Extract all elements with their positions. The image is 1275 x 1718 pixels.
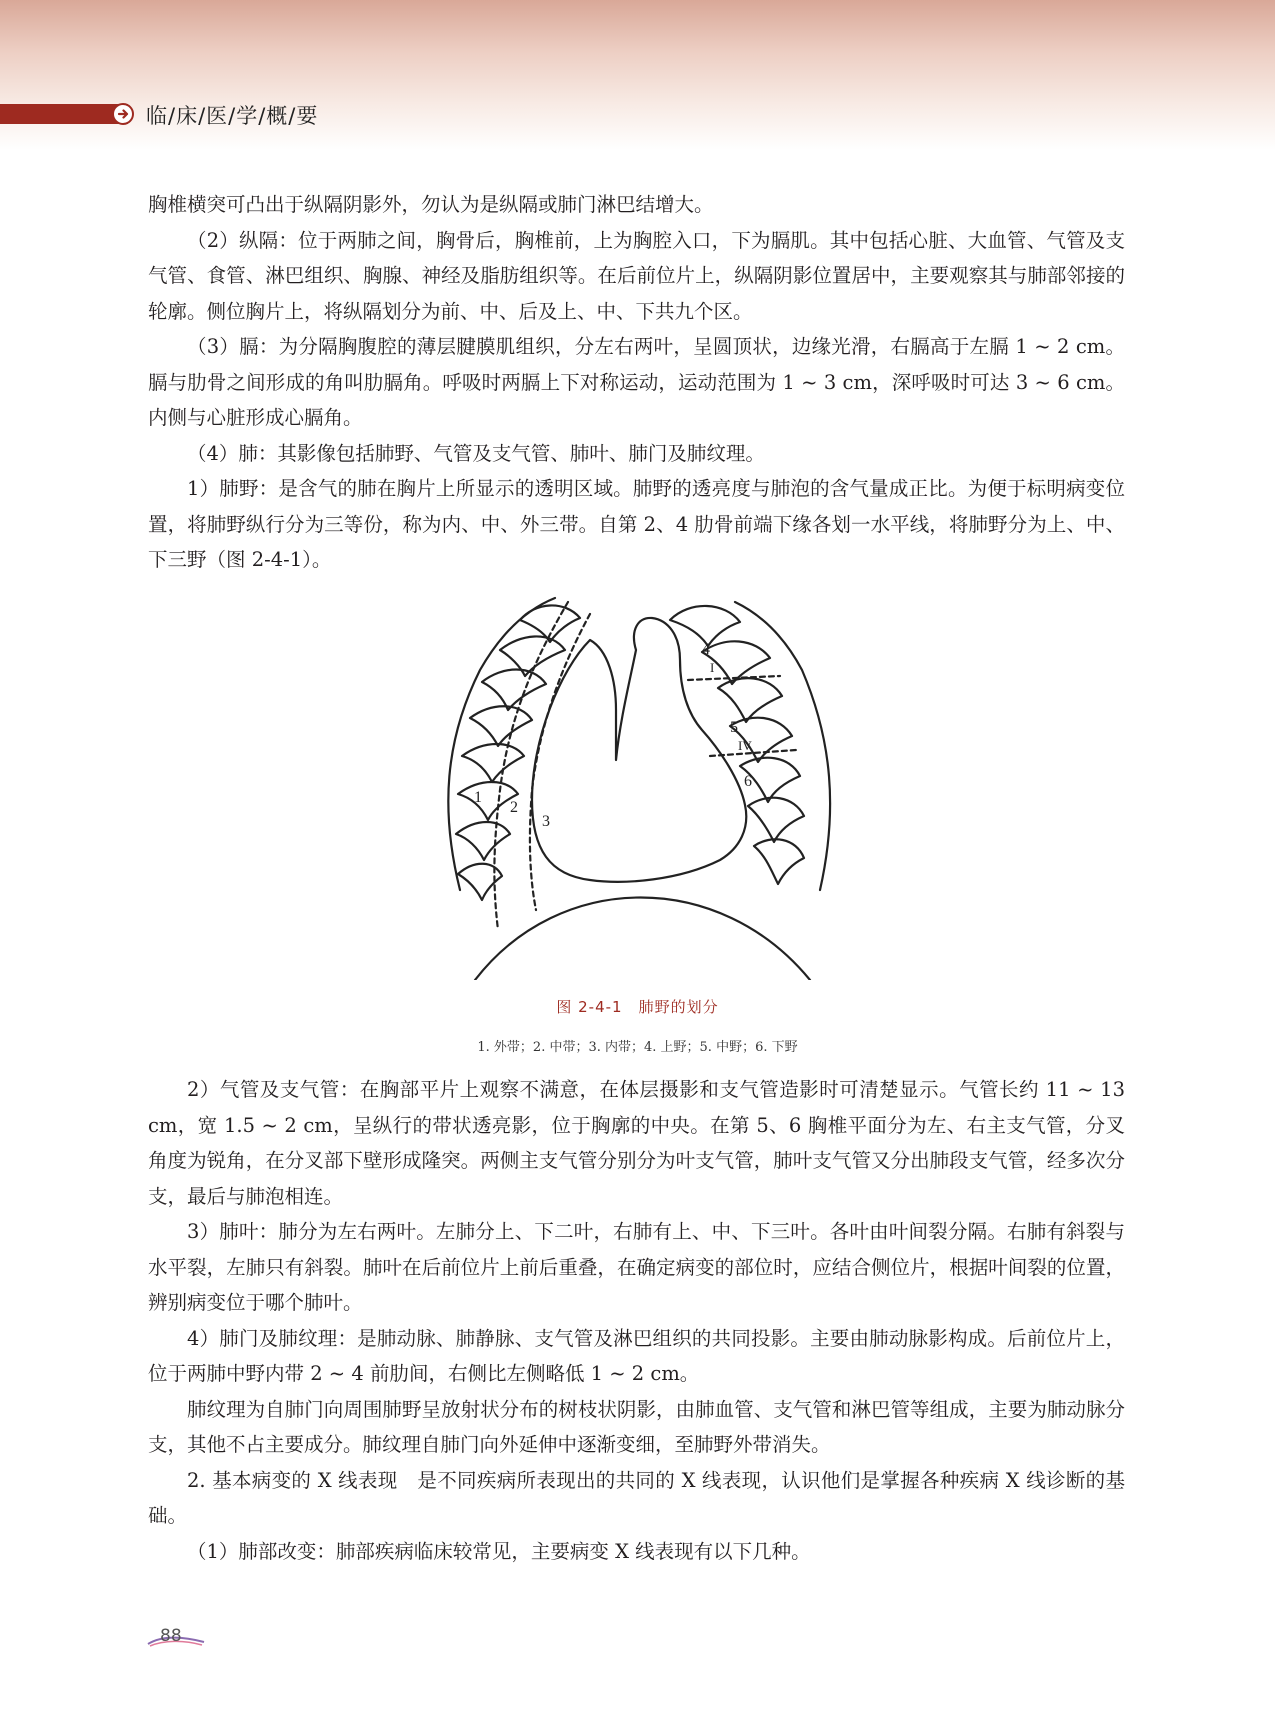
rib <box>456 822 510 860</box>
rib <box>718 678 782 722</box>
rib-label-IV: IV <box>738 738 752 753</box>
rib <box>458 782 518 820</box>
rib <box>748 798 804 842</box>
field-label-6: 6 <box>744 773 752 790</box>
paragraph: （3）膈：为分隔胸腹腔的薄层腱膜肌组织，分左右两叶，呈圆顶状，边缘光滑，右膈高于左膈 1 ~ 2 cm。膈与肋骨之间形成的角叫肋膈角。呼吸时两膈上下对称运动，运动范围为 1 ~ 3 cm，深呼吸时可达 3 ~ 6 cm。内侧与心脏形成心膈角。 <box>148 335 1125 429</box>
figure-legend: 1. 外带；2. 中带；3. 内带；4. 上野；5. 中野；6. 下野 <box>477 1040 798 1055</box>
rib <box>462 744 524 782</box>
lung-field-diagram <box>440 590 840 980</box>
zone-divider-outer <box>494 602 568 930</box>
figure-caption: 图 2-4-1 肺野的划分 <box>556 998 719 1016</box>
field-label-4: 4 <box>702 641 710 658</box>
paragraph: 2. 基本病变的 X 线表现 是不同疾病所表现出的共同的 X 线表现，认识他们是掌握各种疾病 X 线诊断的基础。 <box>148 1468 1125 1527</box>
paragraph: 1）肺野：是含气的肺在胸片上所显示的透明区域。肺野的透亮度与肺泡的含气量成正比。为便于标明病变位置，将肺野纵行分为三等份，称为内、中、外三带。自第 2、4 肋骨前端下缘各划一水平线，将肺野分为上、中、下三野（图 2-4-1）。 <box>148 477 1125 571</box>
paragraph: 肺纹理为自肺门向周围肺野呈放射状分布的树枝状阴影，由肺血管、支气管和淋巴管等组成，主要为肺动脉分支，其他不占主要成分。肺纹理自肺门向外延伸中逐渐变细，至肺野外带消失。 <box>148 1397 1125 1456</box>
body-text-part1 <box>148 187 1125 578</box>
zone-label-2: 2 <box>510 799 518 816</box>
paragraph: 胸椎横突可凸出于纵隔阴影外，勿认为是纵隔或肺门淋巴结增大。 <box>148 193 714 216</box>
zone-label-3: 3 <box>542 813 550 830</box>
rib <box>470 706 532 746</box>
paragraph: （2）纵隔：位于两肺之间，胸骨后，胸椎前，上为胸腔入口，下为膈肌。其中包括心脏、大血管、气管及支气管、食管、淋巴组织、胸腺、神经及脂肪组织等。在后前位片上，纵隔阴影位置居中，主要观察其与肺部邻接的轮廓。侧位胸片上，将纵隔划分为前、中、后及上、中、下共九个区。 <box>148 228 1125 323</box>
header-accent-bar <box>0 104 128 124</box>
rib-label-I: I <box>710 660 715 675</box>
rib <box>482 670 546 711</box>
paragraph: 4）肺门及肺纹理：是肺动脉、肺静脉、支气管及淋巴组织的共同投影。主要由肺动脉影构成。后前位片上，位于两肺中野内带 2 ~ 4 前肋间，右侧比左侧略低 1 ~ 2 cm。 <box>148 1326 1125 1385</box>
paragraph: 2）气管及支气管：在胸部平片上观察不满意，在体层摄影和支气管造影时可清楚显示。气管长约 11 ~ 13 cm，宽 1.5 ~ 2 cm，呈纵行的带状透亮影，位于胸廓的中央。在第 5、6 胸椎平面分为左、右主支气管，分叉角度为锐角，在分叉部下壁形成隆突。两侧主支气管分别分为叶支气管，肺叶支气管又分出肺段支气管，经多次分支，最后与肺泡相连。 <box>148 1078 1125 1208</box>
body-text-part2 <box>148 1072 1125 1569</box>
arrow-right-icon <box>112 103 134 125</box>
diaphragm-line <box>475 898 810 981</box>
field-label-5: 5 <box>730 719 738 736</box>
book-title: 临/床/医/学/概/要 <box>146 104 319 128</box>
zone-label-1: 1 <box>474 789 482 806</box>
paragraph: （4）肺：其影像包括肺野、气管及支气管、肺叶、肺门及肺纹理。 <box>187 441 765 465</box>
heart-silhouette <box>532 618 746 882</box>
paragraph: 3）肺叶：肺分为左右两叶。左肺分上、下二叶，右肺有上、中、下三叶。各叶由叶间裂分隔。右肺有斜裂与水平裂，左肺只有斜裂。肺叶在后前位片上前后重叠，在确定病变的部位时，应结合侧位片，根据叶间裂的位置，辨别病变位于哪个肺叶。 <box>148 1220 1125 1314</box>
paragraph: （1）肺部改变：肺部疾病临床较常见，主要病变 X 线表现有以下几种。 <box>187 1539 811 1563</box>
rib <box>754 839 804 884</box>
rib <box>670 606 740 646</box>
page-number: 88 <box>160 1626 182 1646</box>
